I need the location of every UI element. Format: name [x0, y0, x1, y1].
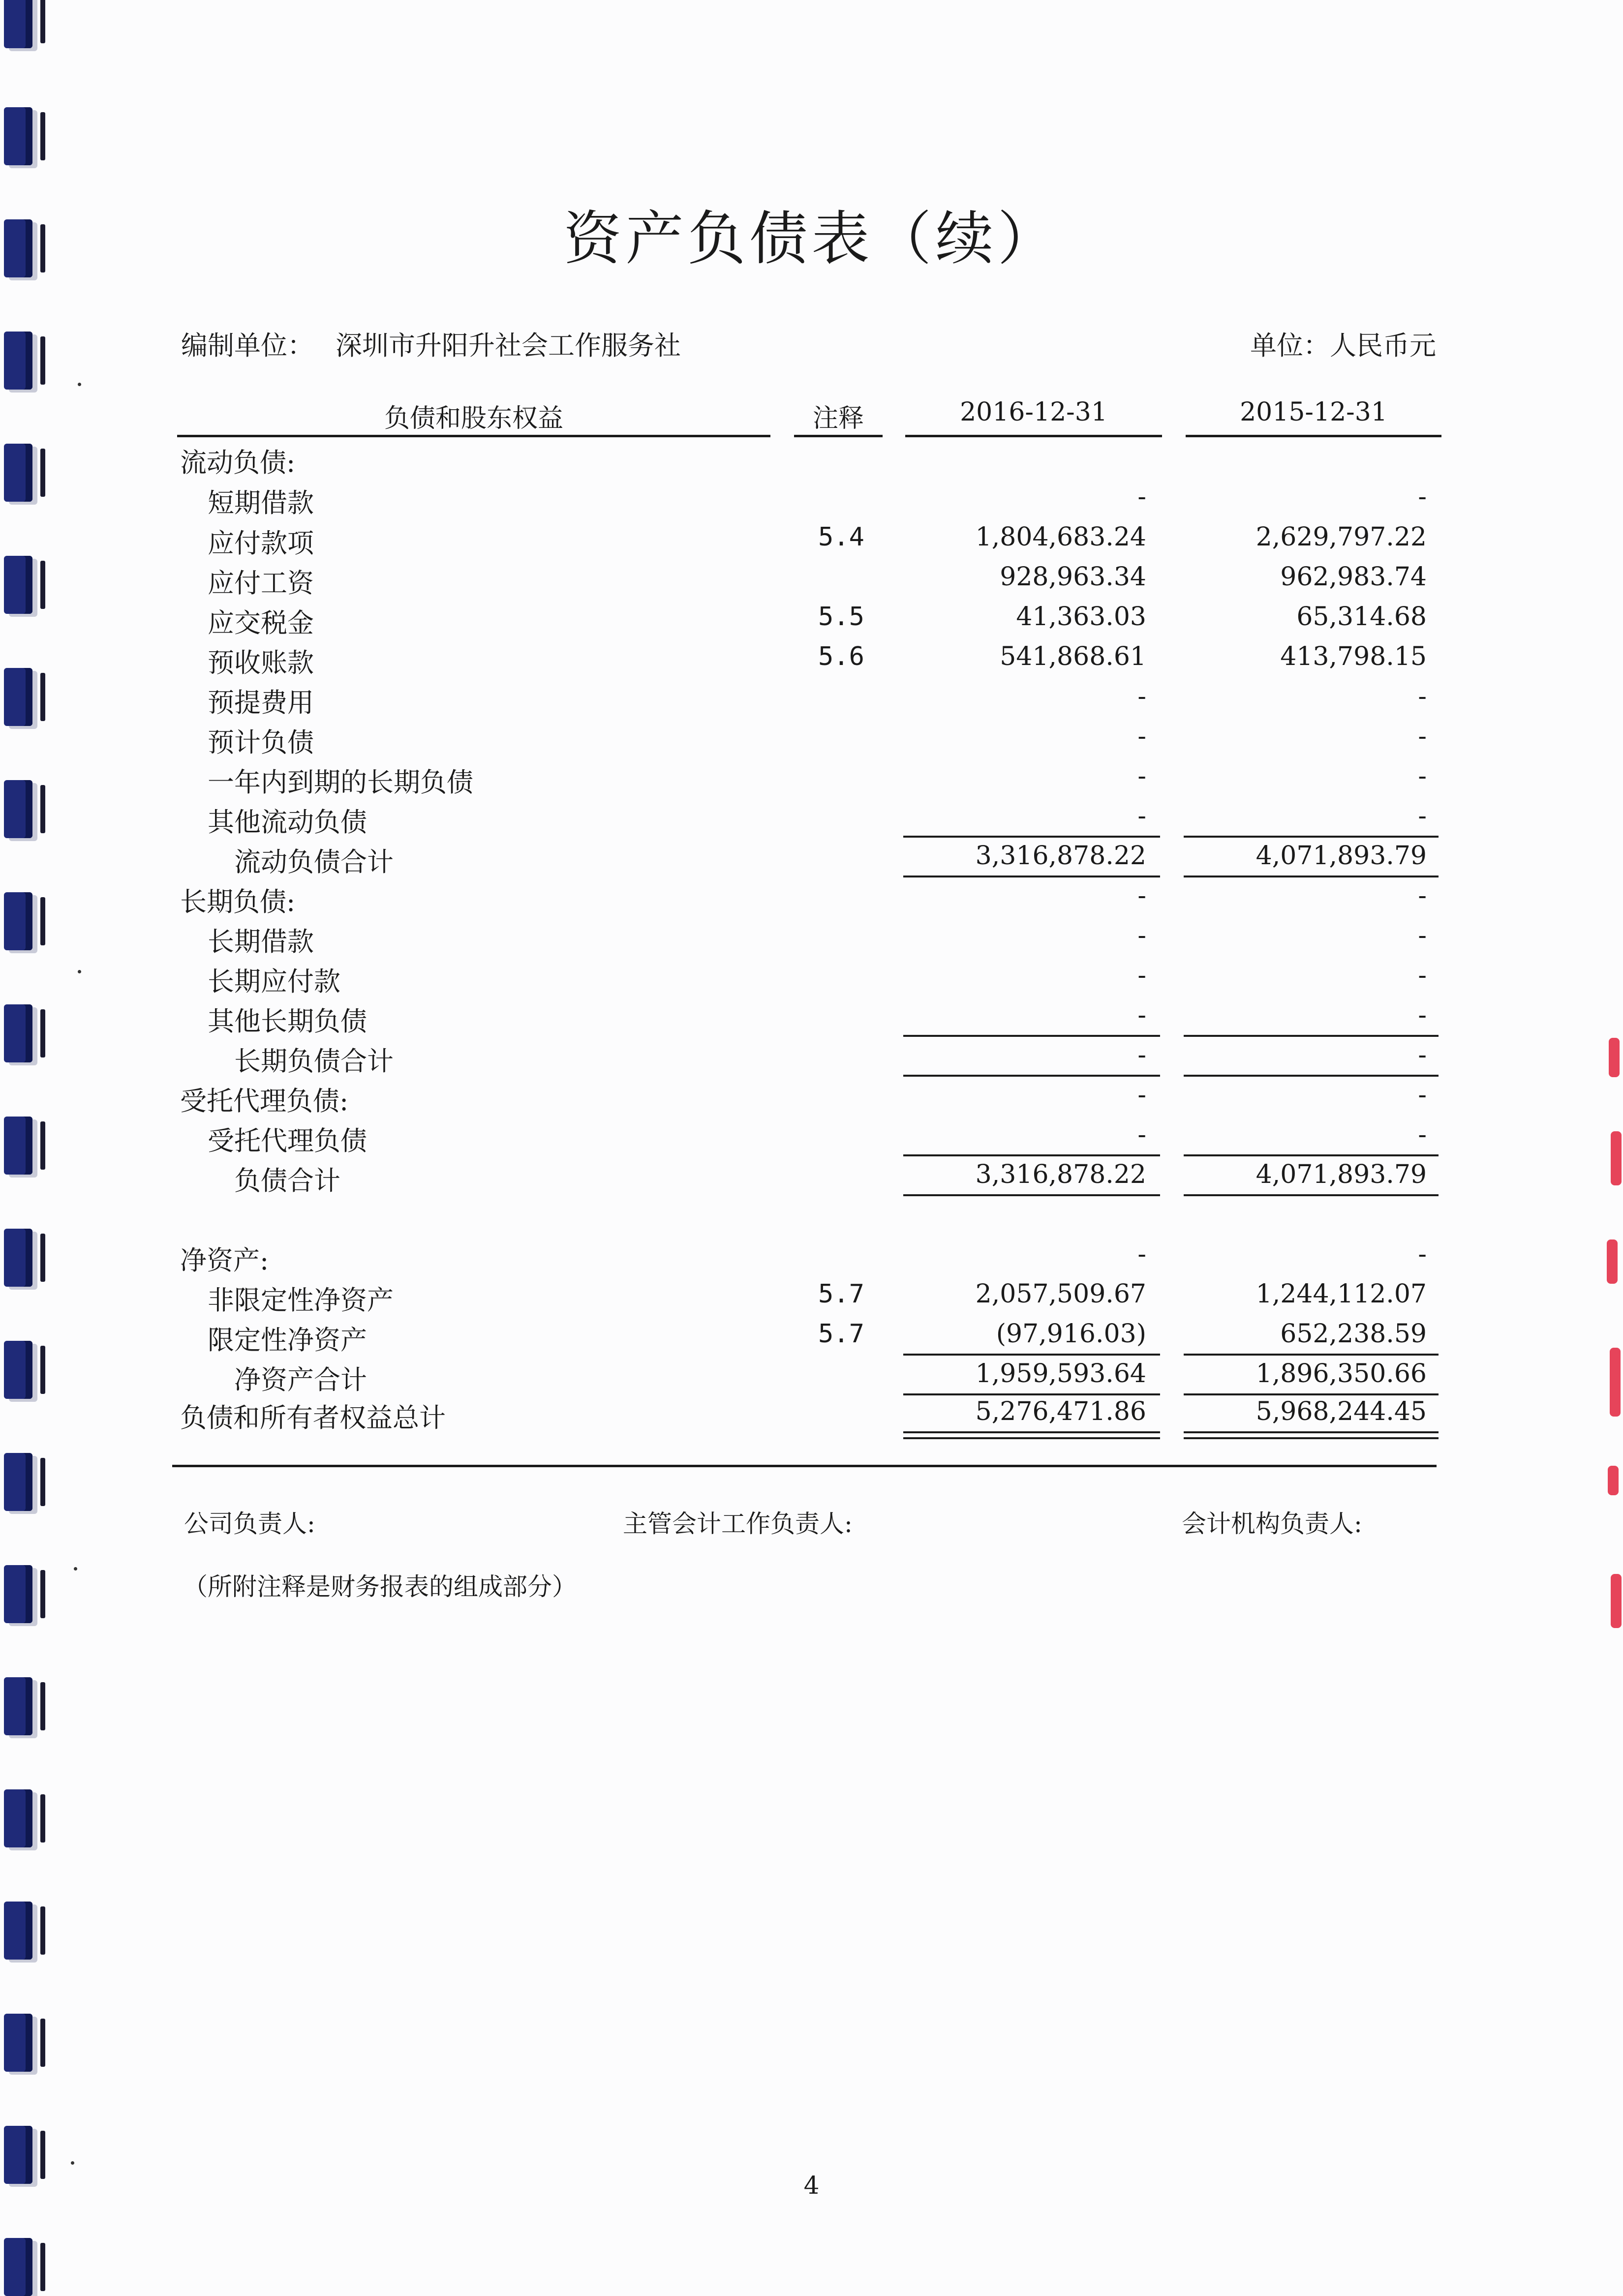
scan-speck [78, 970, 81, 973]
row-prior-value: - [1418, 682, 1427, 711]
binding-hole [4, 1341, 32, 1399]
subtotal-rule [903, 1194, 1160, 1196]
row-prior-value: - [1418, 1000, 1427, 1030]
header-underline [177, 435, 770, 437]
row-prior-value: 4,071,893.79 [1256, 1160, 1427, 1189]
binding-hole [4, 107, 32, 165]
col-header-current: 2016-12-31 [960, 397, 1107, 427]
row-current-value: 2,057,509.67 [975, 1279, 1146, 1309]
binding-hole [4, 892, 32, 950]
col-header-note: 注释 [812, 404, 864, 433]
row-prior-value: 2,629,797.22 [1256, 522, 1427, 552]
subtotal-rule [903, 876, 1160, 877]
compiler-name: 深圳市升阳升社会工作服务社 [336, 330, 681, 361]
subtotal-rule [1184, 1075, 1439, 1077]
section-heading: 受托代理负债: [180, 1086, 349, 1117]
scan-speck [71, 2161, 74, 2165]
scan-speck [74, 1567, 77, 1571]
binding-hole [4, 1677, 32, 1735]
row-prior-value: - [1418, 1120, 1427, 1149]
header-underline [794, 435, 883, 437]
row-label: 受托代理负债 [208, 1125, 367, 1156]
binding-hole [4, 0, 32, 48]
seal-trace [1609, 1038, 1620, 1077]
binding-hole [4, 1789, 32, 1847]
row-prior-value: - [1418, 1080, 1427, 1110]
row-prior-value: 1,896,350.66 [1256, 1359, 1427, 1389]
row-label: 其他流动负债 [208, 807, 367, 838]
seal-trace [1608, 1466, 1619, 1495]
row-prior-value: - [1418, 761, 1427, 791]
page-number: 4 [803, 2171, 820, 2200]
row-current-value: - [1137, 1000, 1146, 1030]
col-header-item: 负债和股东权益 [384, 404, 563, 433]
double-underline [903, 1437, 1160, 1439]
currency-unit: 单位：人民币元 [1250, 330, 1436, 361]
row-current-value: 3,316,878.22 [975, 1160, 1146, 1189]
row-prior-value: 413,798.15 [1280, 642, 1427, 671]
subtotal-rule [1184, 876, 1439, 877]
subtotal-rule [1184, 1354, 1439, 1356]
row-prior-value: 5,968,244.45 [1256, 1397, 1427, 1426]
row-label: 一年内到期的长期负债 [208, 767, 473, 798]
section-heading: 长期负债: [180, 886, 296, 917]
row-current-value: - [1137, 1080, 1146, 1110]
row-label: 短期借款 [208, 487, 314, 518]
row-current-value: - [1137, 722, 1146, 751]
subtotal-rule [903, 1035, 1160, 1037]
double-underline [1184, 1431, 1439, 1433]
row-prior-value: 4,071,893.79 [1256, 841, 1427, 871]
row-current-value: 5,276,471.86 [975, 1397, 1146, 1426]
binding-hole [4, 668, 32, 726]
row-label: 应付工资 [208, 568, 314, 599]
row-prior-value: - [1418, 961, 1427, 990]
row-current-value: 541,868.61 [1000, 642, 1146, 671]
row-current-value: 3,316,878.22 [975, 841, 1146, 871]
row-prior-value: - [1418, 801, 1427, 831]
row-label: 其他长期负债 [208, 1006, 367, 1037]
binding-hole [4, 1117, 32, 1175]
row-label: 预计负债 [208, 727, 314, 758]
double-underline [1184, 1437, 1439, 1439]
company-head-signature: 公司负责人: [184, 1510, 315, 1538]
row-current-value: - [1137, 921, 1146, 950]
binding-hole [4, 2014, 32, 2072]
row-note: 5.5 [818, 602, 864, 632]
subtotal-rule [903, 836, 1160, 838]
row-label: 限定性净资产 [208, 1325, 367, 1356]
row-prior-value: 65,314.68 [1296, 602, 1427, 632]
row-current-value: - [1137, 1120, 1146, 1149]
subtotal-rule [1184, 1035, 1439, 1037]
binding-hole [4, 1229, 32, 1287]
row-prior-value: - [1418, 1239, 1427, 1269]
row-prior-value: - [1418, 482, 1427, 512]
row-current-value: - [1137, 682, 1146, 711]
binding-hole [4, 556, 32, 614]
total-liabilities-label: 负债合计 [234, 1165, 340, 1196]
row-current-value: (97,916.03) [996, 1319, 1146, 1349]
double-underline [903, 1431, 1160, 1433]
row-prior-value: - [1418, 881, 1427, 910]
row-prior-value: 962,983.74 [1280, 562, 1427, 592]
accounting-org-head-signature: 会计机构负责人: [1182, 1510, 1362, 1538]
row-label: 预提费用 [208, 687, 314, 718]
subtotal-label: 流动负债合计 [234, 846, 394, 877]
binding-hole [4, 1565, 32, 1623]
page-title: 资产负债表（续） [563, 205, 1060, 272]
section-heading: 流动负债: [180, 447, 296, 478]
subtotal-rule [903, 1393, 1160, 1395]
subtotal-rule [903, 1075, 1160, 1077]
row-label: 非限定性净资产 [208, 1285, 394, 1316]
scan-speck [78, 383, 81, 386]
compiler-label: 编制单位： [181, 330, 314, 361]
row-current-value: - [1137, 482, 1146, 512]
row-current-value: 1,804,683.24 [975, 522, 1146, 552]
row-label: 预收账款 [208, 647, 314, 678]
row-prior-value: - [1418, 722, 1427, 751]
row-label: 长期借款 [208, 926, 314, 957]
binding-hole [4, 1902, 32, 1960]
subtotal-rule [903, 1154, 1160, 1156]
seal-trace [1611, 1131, 1622, 1185]
subtotal-rule [1184, 1194, 1439, 1196]
header-underline [905, 435, 1162, 437]
accounting-head-signature: 主管会计工作负责人: [623, 1510, 853, 1538]
seal-trace [1607, 1239, 1618, 1284]
row-current-value: 41,363.03 [1016, 602, 1146, 632]
seal-trace [1610, 1348, 1621, 1417]
binding-hole [4, 444, 32, 502]
subtotal-rule [1184, 1393, 1439, 1395]
section-heading: 净资产: [180, 1245, 269, 1276]
spiral-binding [0, 0, 59, 2295]
row-current-value: - [1137, 1040, 1146, 1070]
row-label: 应交税金 [208, 607, 314, 638]
table-bottom-rule [172, 1465, 1437, 1467]
col-header-prior: 2015-12-31 [1240, 397, 1387, 427]
subtotal-rule [1184, 836, 1439, 838]
seal-trace [1611, 1574, 1622, 1628]
binding-hole [4, 1453, 32, 1511]
row-current-value: - [1137, 881, 1146, 910]
binding-hole [4, 780, 32, 838]
row-prior-value: - [1418, 1040, 1427, 1070]
row-prior-value: 652,238.59 [1280, 1319, 1427, 1349]
row-current-value: 928,963.34 [1000, 562, 1146, 592]
binding-hole [4, 332, 32, 390]
row-label: 应付款项 [208, 528, 314, 559]
subtotal-label: 长期负债合计 [234, 1046, 394, 1077]
row-note: 5.7 [818, 1319, 864, 1349]
subtotal-rule [1184, 1154, 1439, 1156]
row-current-value: - [1137, 761, 1146, 791]
grand-total-label: 负债和所有者权益总计 [180, 1402, 446, 1433]
subtotal-label: 净资产合计 [234, 1364, 367, 1395]
row-prior-value: 1,244,112.07 [1256, 1279, 1427, 1309]
row-label: 长期应付款 [208, 966, 340, 997]
row-note: 5.7 [818, 1279, 864, 1309]
footnote: （所附注释是财务报表的组成部分） [183, 1572, 577, 1601]
row-current-value: - [1137, 801, 1146, 831]
header-underline [1186, 435, 1441, 437]
row-note: 5.4 [818, 522, 864, 552]
row-prior-value: - [1418, 921, 1427, 950]
row-current-value: 1,959,593.64 [975, 1359, 1146, 1389]
row-note: 5.6 [818, 642, 864, 671]
binding-hole [4, 1004, 32, 1062]
subtotal-rule [903, 1354, 1160, 1356]
compiler-line [181, 325, 681, 363]
row-current-value: - [1137, 1239, 1146, 1269]
binding-hole [4, 2238, 32, 2296]
row-current-value: - [1137, 961, 1146, 990]
